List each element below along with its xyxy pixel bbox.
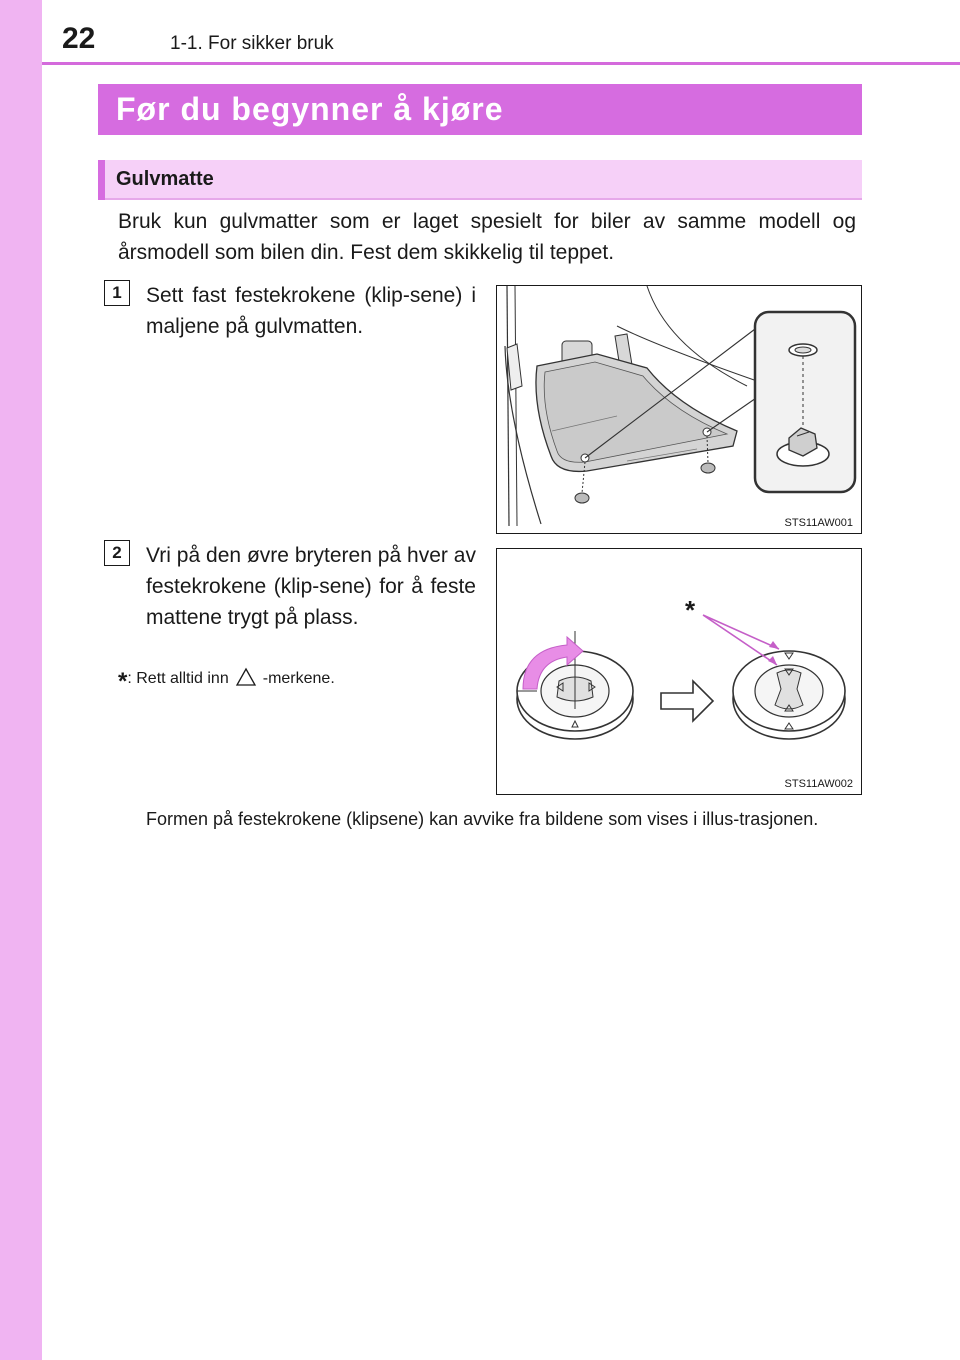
intro-paragraph: Bruk kun gulvmatter som er laget spesielt for biler av samme modell og årsmodell som bilen din. Fest dem skikkelig til teppet. [118, 210, 856, 264]
step-1-text: Sett fast festekrokene (klip-sene) i maljene på gulvmatten. [146, 284, 476, 338]
figure-clip-rotation [496, 548, 862, 795]
note-prefix: : Rett alltid inn [127, 670, 229, 687]
note-asterisk: * [118, 668, 128, 695]
floor-mat-illustration [497, 286, 860, 532]
note-suffix: -merkene. [262, 670, 335, 687]
figure-floor-mat [496, 285, 862, 534]
figure-2-asterisk: * [685, 595, 696, 625]
step-2-number: 2 [104, 540, 130, 566]
running-header: 1-1. For sikker bruk [170, 33, 334, 54]
side-color-strip [0, 0, 42, 1360]
step-1-number: 1 [104, 280, 130, 306]
note-line [118, 667, 335, 696]
section-title: Før du begynner å kjøre [98, 84, 862, 135]
closing-paragraph: Formen på festekrokene (klipsene) kan avvike fra bildene som vises i illus-trasjonen. [146, 809, 819, 829]
subsection-title: Gulvmatte [116, 168, 214, 190]
page-number: 22 [62, 22, 96, 55]
figure-2-code: STS11AW002 [784, 778, 853, 790]
subsection-accent-bar [98, 160, 105, 200]
subsection-header [98, 160, 862, 200]
clip-rotation-illustration [497, 549, 860, 793]
header-rule [42, 62, 960, 65]
triangle-mark-icon [235, 667, 257, 692]
step-2-text: Vri på den øvre bryteren på hver av festekrokene (klip-sene) for å feste mattene trygt på plass. [146, 544, 476, 629]
figure-1-code: STS11AW001 [784, 517, 853, 529]
